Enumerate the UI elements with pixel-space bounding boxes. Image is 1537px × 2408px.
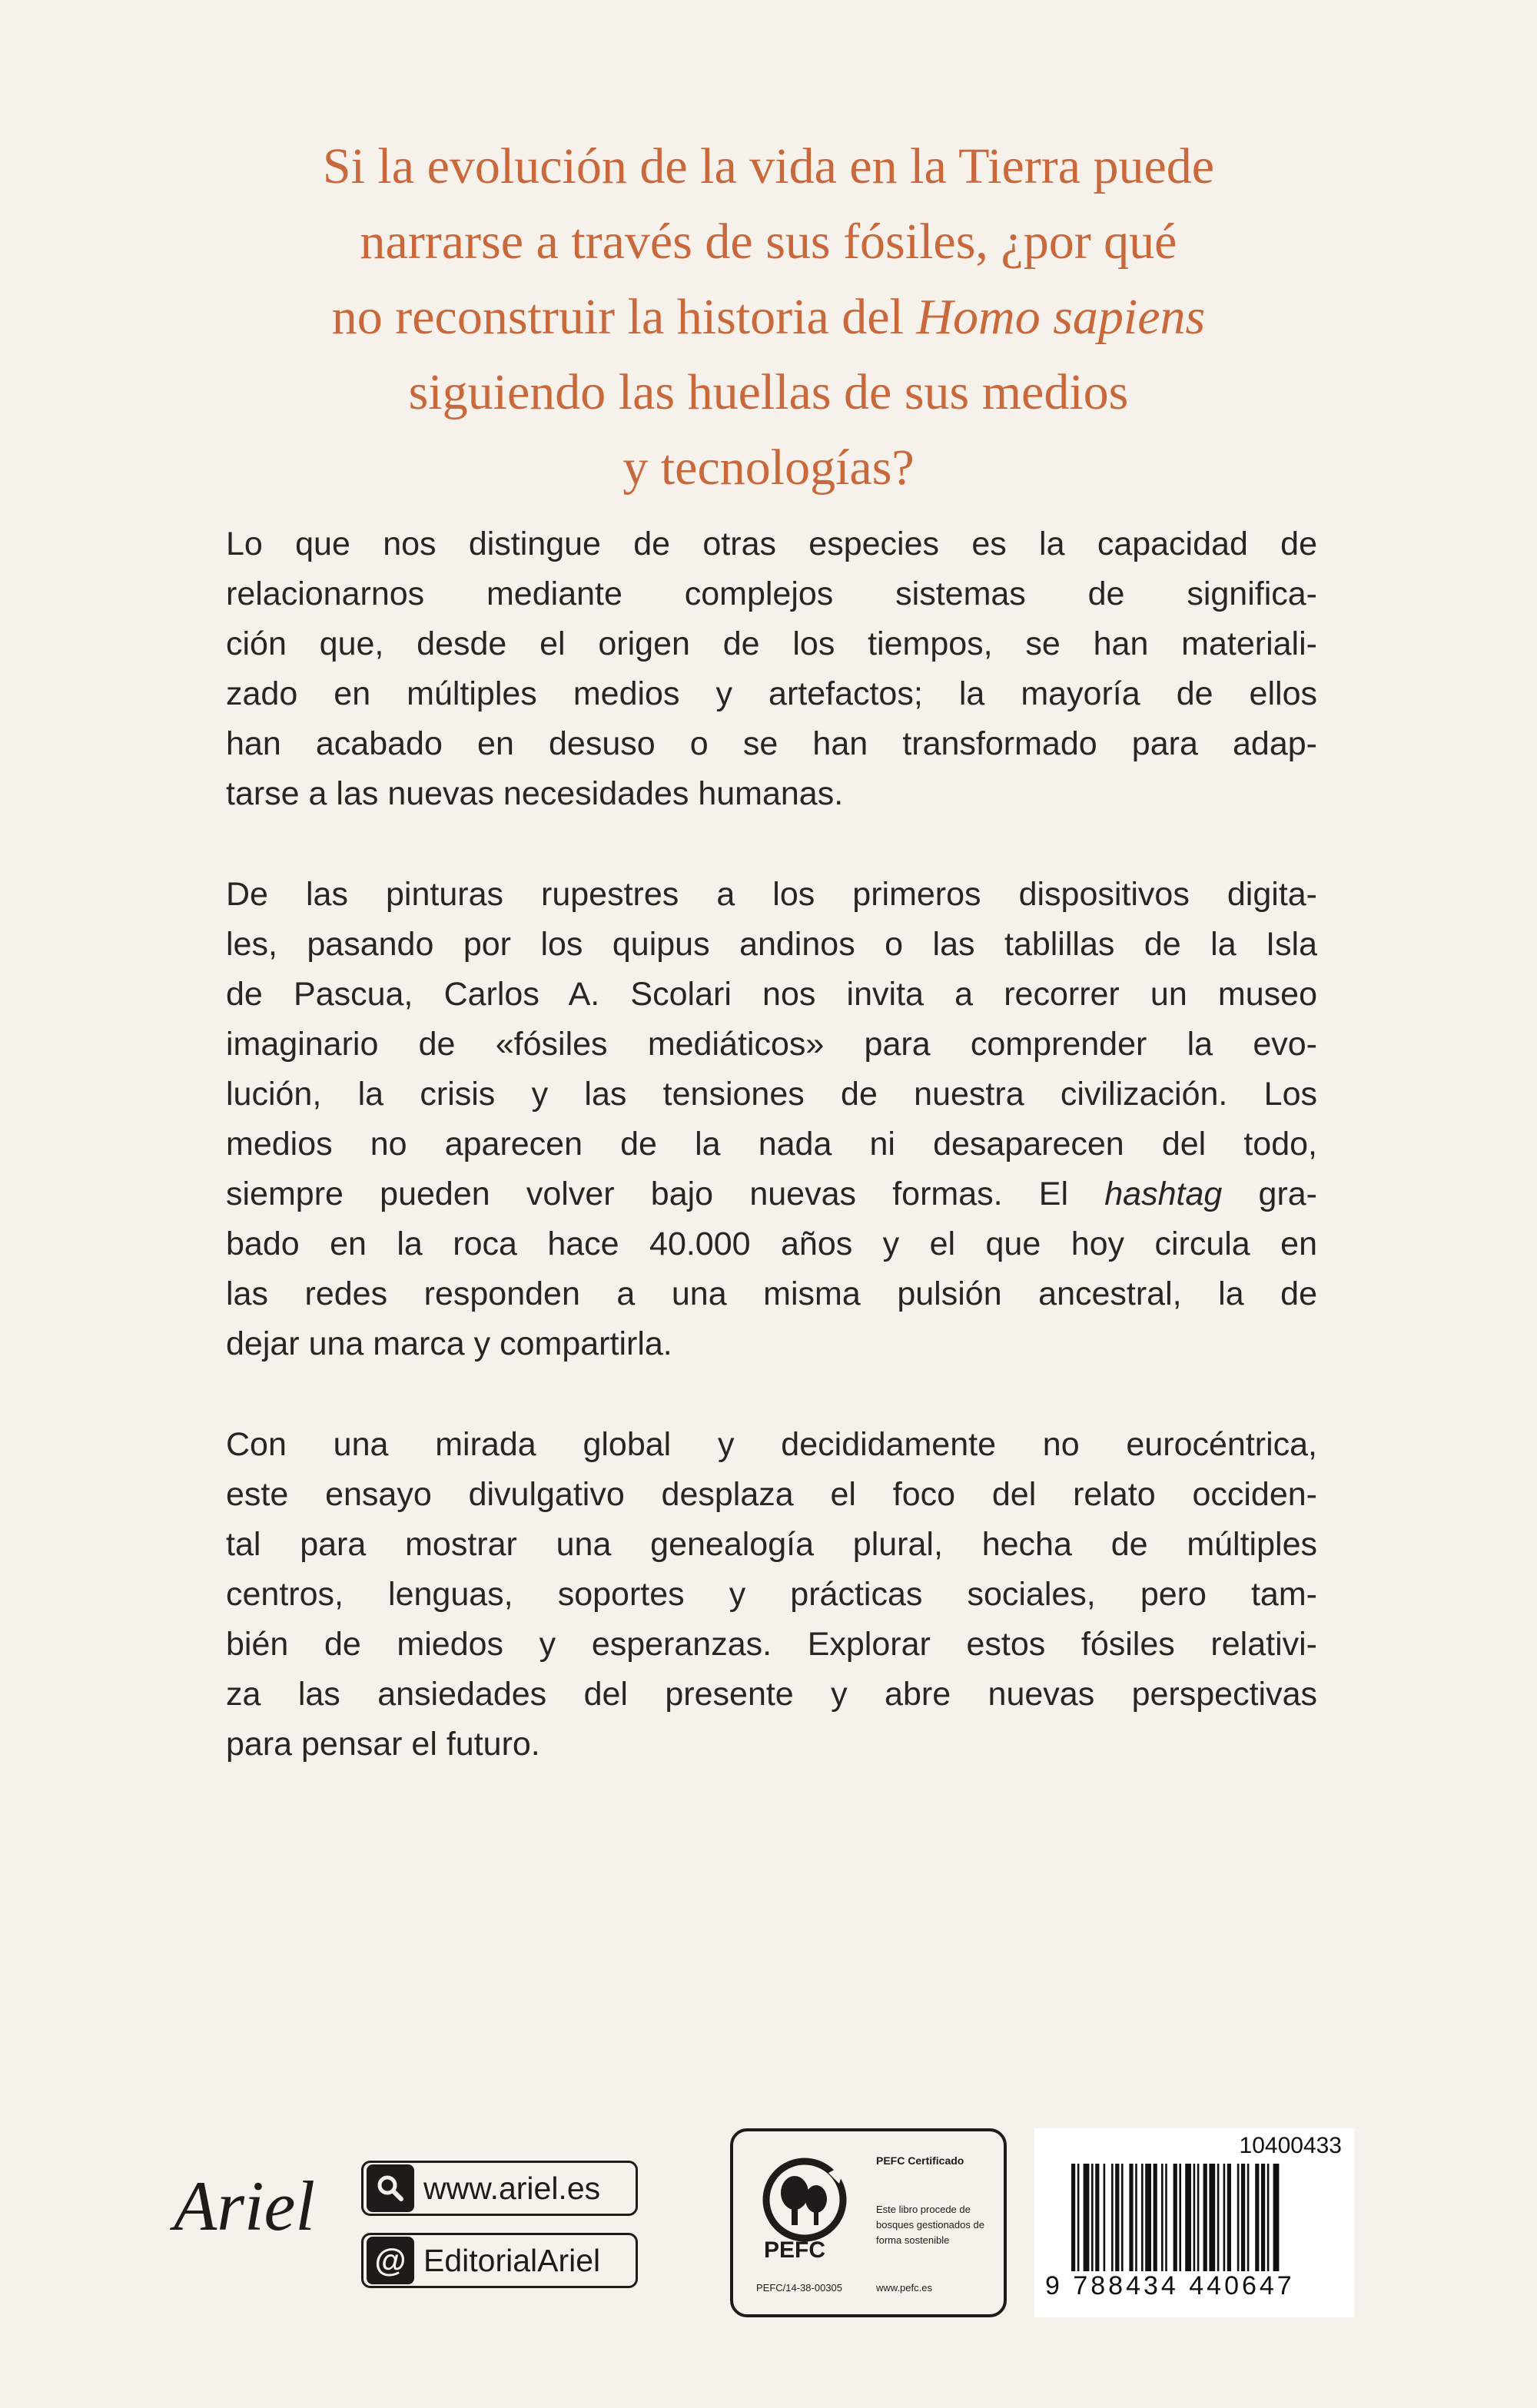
pefc-code: PEFC/14-38-00305: [756, 2282, 843, 2294]
blurb-body: [226, 519, 1317, 1820]
paragraph-line: Con una mirada global y decididamente no eurocéntrica,: [226, 1426, 1317, 1463]
barcode-bar: [1247, 2164, 1250, 2271]
barcode-bar: [1084, 2164, 1090, 2271]
barcode-bar: [1193, 2164, 1196, 2271]
barcode-bar: [1241, 2164, 1245, 2271]
paragraph-line: han acabado en desuso o se han transformado para adap-: [226, 725, 1317, 762]
barcode-bar: [1217, 2164, 1220, 2271]
paragraph-line: zado en múltiples medios y artefactos; la mayoría de ellos: [226, 675, 1317, 712]
barcode-bar: [1179, 2164, 1181, 2271]
barcode-bar: [1077, 2164, 1080, 2271]
paragraph-line-hashtag: [226, 1169, 1317, 1219]
headline-line-2: narrarse a través de sus fósiles, ¿por qué: [360, 214, 1177, 270]
paragraph-line: para pensar el futuro.: [226, 1726, 540, 1763]
paragraph-line: relacionarnos mediante complejos sistemas de significa-: [226, 575, 1317, 612]
barcode-bar: [1209, 2164, 1215, 2271]
paragraph-line: las redes responden a una misma pulsión ancestral, la de: [226, 1275, 1317, 1312]
barcode-bar: [1141, 2164, 1144, 2271]
paragraph-line: tarse a las nuevas necesidades humanas.: [226, 775, 844, 812]
barcode-bar: [1145, 2164, 1151, 2271]
paragraph-line: bado en la roca hace 40.000 años y el que hoy circula en: [226, 1226, 1317, 1262]
headline-italic: Homo sapiens: [916, 289, 1206, 345]
paragraph-line: za las ansiedades del presente y abre nuevas perspectivas: [226, 1676, 1317, 1713]
paragraph-line: tal para mostrar una genealogía plural, hecha de múltiples: [226, 1526, 1317, 1563]
barcode-bar: [1104, 2164, 1106, 2271]
barcode-bar: [1135, 2164, 1137, 2271]
at-icon: @: [367, 2237, 414, 2284]
barcode-bar: [1129, 2164, 1133, 2271]
paragraph-line: medios no aparecen de la nada ni desaparecen del todo,: [226, 1126, 1317, 1163]
paragraph-line: de Pascua, Carlos A. Scolari nos invita a recorrer un museo: [226, 976, 1317, 1013]
barcode-bar: [1161, 2164, 1164, 2271]
pefc-tree-icon: [755, 2158, 855, 2242]
paragraph-3: [226, 1420, 1317, 1770]
paragraph-line: lución, la crisis y las tensiones de nuestra civilización. Los: [226, 1076, 1317, 1113]
paragraph-line: bién de miedos y esperanzas. Explorar estos fósiles relativi-: [226, 1626, 1317, 1663]
headline-line-1: Si la evolución de la vida en la Tierra puede: [322, 138, 1215, 194]
pefc-certification: [730, 2128, 1007, 2317]
headline: [177, 129, 1360, 506]
barcode-bar: [1255, 2164, 1259, 2271]
search-icon: [367, 2164, 414, 2212]
barcode: [1034, 2128, 1354, 2317]
paragraph-2: [226, 870, 1317, 1369]
headline-line-3: [177, 280, 1360, 355]
ariel-logo: Ariel: [174, 2167, 315, 2245]
headline-line-5: y tecnologías?: [622, 439, 915, 496]
paragraph-line: este ensayo divulgativo desplaza el foco del relato occiden-: [226, 1476, 1317, 1513]
pefc-title: PEFC Certificado: [876, 2154, 964, 2167]
paragraph-line: imaginario de «fósiles mediáticos» para comprender la evo-: [226, 1026, 1317, 1063]
barcode-bar: [1223, 2164, 1226, 2271]
pefc-text: Este libro procede de bosques gestionados de forma sostenible: [876, 2204, 984, 2246]
pefc-web: www.pefc.es: [876, 2282, 932, 2294]
barcode-bar: [1071, 2164, 1075, 2271]
barcode-bar: [1273, 2164, 1280, 2271]
website-text: www.ariel.es: [423, 2170, 601, 2206]
paragraph-line: ción que, desde el origen de los tiempos, se han materiali-: [226, 625, 1317, 662]
barcode-bar: [1227, 2164, 1231, 2271]
paragraph-line: centros, lenguas, soportes y prácticas sociales, pero tam-: [226, 1576, 1317, 1613]
barcode-bar: [1154, 2164, 1157, 2271]
social-handle-text: EditorialAriel: [423, 2242, 601, 2278]
paragraph-line-suffix: gra-: [1222, 1176, 1317, 1212]
paragraph-line-text: siempre pueden volver bajo nuevas formas. El: [226, 1176, 1105, 1212]
hashtag-italic: hashtag: [1104, 1176, 1223, 1212]
barcode-bar: [1197, 2164, 1200, 2271]
paragraph-line: Lo que nos distingue de otras especies es la capacidad de: [226, 526, 1317, 562]
headline-line-3-text: no reconstruir la historia del: [331, 289, 917, 345]
barcode-bar: [1185, 2164, 1191, 2271]
barcode-bar: [1267, 2164, 1270, 2271]
barcode-digits: 9 788434 440647: [1045, 2271, 1295, 2300]
barcode-bar: [1261, 2164, 1265, 2271]
headline-line-4: siguiendo las huellas de sus medios: [408, 364, 1129, 420]
barcode-bar: [1203, 2164, 1207, 2271]
barcode-bar: [1091, 2164, 1094, 2271]
website-link[interactable]: [361, 2161, 638, 2216]
barcode-bar: [1095, 2164, 1099, 2271]
social-handle-link[interactable]: [361, 2233, 638, 2288]
barcode-bar: [1121, 2164, 1124, 2271]
barcode-code: 10400433: [1239, 2133, 1342, 2158]
paragraph-line: dejar una marca y compartirla.: [226, 1325, 672, 1362]
barcode-bar: [1111, 2164, 1114, 2271]
paragraph-line: De las pinturas rupestres a los primeros dispositivos digita-: [226, 876, 1317, 913]
barcode-bar: [1237, 2164, 1240, 2271]
barcode-bar: [1115, 2164, 1119, 2271]
pefc-label: PEFC: [764, 2237, 826, 2263]
paragraph-1: [226, 519, 1317, 819]
barcode-bars: [1071, 2164, 1333, 2279]
barcode-bar: [1165, 2164, 1167, 2271]
barcode-bar: [1173, 2164, 1177, 2271]
paragraph-line: les, pasando por los quipus andinos o las tablillas de la Isla: [226, 926, 1317, 963]
